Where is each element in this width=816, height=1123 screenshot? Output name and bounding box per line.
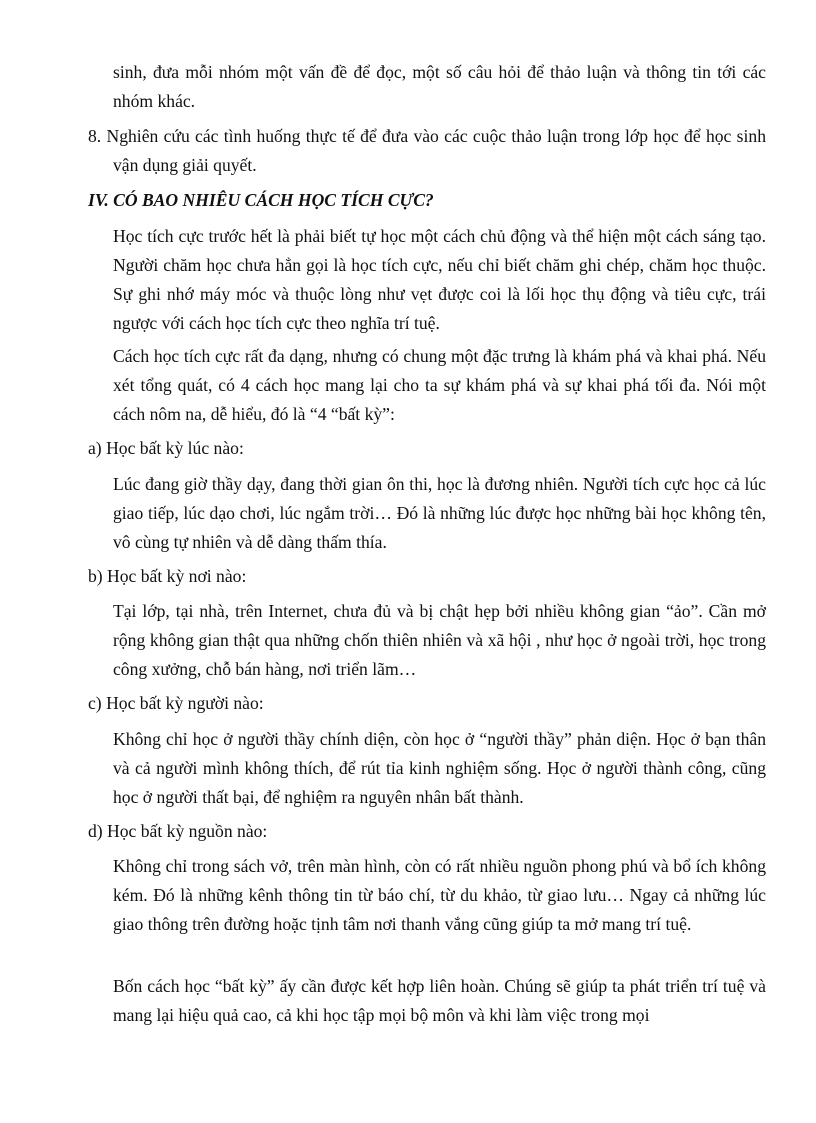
paragraph-b: Tại lớp, tại nhà, trên Internet, chưa đủ và bị chật hẹp bởi nhiều không gian “ảo”. Cần mở rộng không gian thật qua những chốn thiên nhiên và xã hội , như học ở ngoài trời, học trong công xưởng, chỗ bán hàng, nơi triển lãm… <box>113 601 766 679</box>
list-item-8: 8. Nghiên cứu các tình huống thực tế để đưa vào các cuộc thảo luận trong lớp học để học sinh vận dụng giải quyết. <box>88 126 766 175</box>
paragraph-combination: Bốn cách học “bất kỳ” ấy cần được kết hợp liên hoàn. Chúng sẽ giúp ta phát triển trí tuệ và mang lại hiệu quả cao, cả khi học tập mọi bộ môn và khi làm việc trong mọi <box>113 976 766 1025</box>
subheading-d: d) Học bất kỳ nguồn nào: <box>88 821 268 841</box>
continued-paragraph: sinh, đưa mỗi nhóm một vấn đề để đọc, một số câu hỏi để thảo luận và thông tin tới các nhóm khác. <box>113 62 766 111</box>
subheading-b: b) Học bất kỳ nơi nào: <box>88 566 247 586</box>
subheading-c: c) Học bất kỳ người nào: <box>88 693 264 713</box>
paragraph-a: Lúc đang giờ thầy dạy, đang thời gian ôn thi, học là đương nhiên. Người tích cực học cả lúc giao tiếp, lúc dạo chơi, lúc ngắm trời… Đó là những lúc được học những bài học không tên, vô cùng tự nhiên và dễ dàng thấm thía. <box>113 474 766 552</box>
paragraph-active-learning: Học tích cực trước hết là phải biết tự học một cách chủ động và thể hiện một cách sáng tạo. Người chăm học chưa hẳn gọi là học tích cực, nếu chỉ biết chăm ghi chép, chăm học thuộc. Sự ghi nhớ máy móc và thuộc lòng như vẹt được coi là lối học thụ động và tiêu cực, trái ngược với cách học tích cực theo nghĩa trí tuệ. <box>113 226 766 333</box>
subheading-a: a) Học bất kỳ lúc nào: <box>88 438 244 458</box>
section-heading: IV. CÓ BAO NHIÊU CÁCH HỌC TÍCH CỰC? <box>88 190 434 210</box>
paragraph-c: Không chỉ học ở người thầy chính diện, còn học ở “người thầy” phản diện. Học ở bạn thân và cả người mình không thích, để rút tỉa kinh nghiệm sống. Học ở người thành công, cũng học ở người thất bại, để nghiệm ra nguyên nhân bất thành. <box>113 729 766 807</box>
paragraph-four-ways: Cách học tích cực rất đa dạng, nhưng có chung một đặc trưng là khám phá và khai phá. Nếu xét tổng quát, có 4 cách học mang lại cho ta sự khám phá và sự khai phá tối đa. Nói một cách nôm na, dễ hiểu, đó là “4 “bất kỳ”: <box>113 346 766 424</box>
paragraph-d: Không chỉ trong sách vở, trên màn hình, còn có rất nhiều nguồn phong phú và bổ ích không kém. Đó là những kênh thông tin từ báo chí, từ du khảo, từ giao lưu… Ngay cả những lúc giao thông trên đường hoặc tịnh tâm nơi thanh vắng cũng giúp ta mở mang trí tuệ. <box>113 856 766 934</box>
